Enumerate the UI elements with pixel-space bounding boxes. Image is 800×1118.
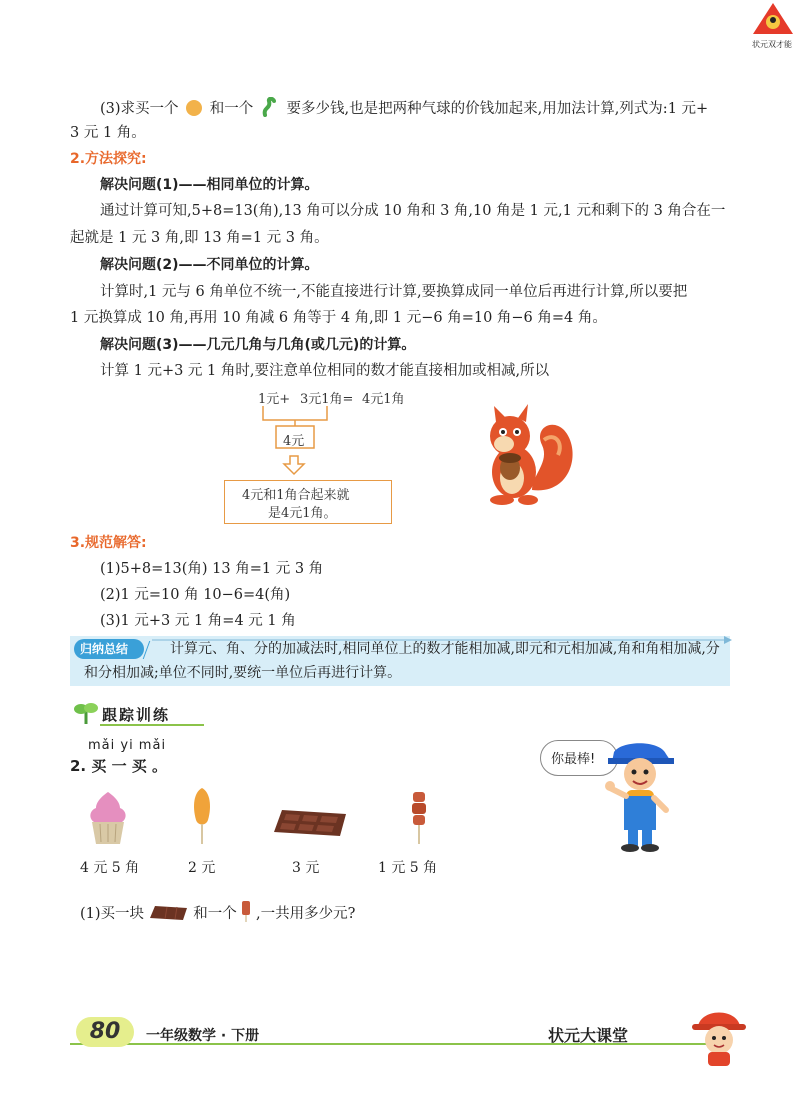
q3-text-b: 和一个 xyxy=(209,101,254,117)
practice-question-1 xyxy=(80,900,355,928)
price-candied-stick: 2 元 xyxy=(188,860,216,876)
page-number: 80 xyxy=(76,1017,134,1047)
summary-tag-label: 归纳总结 xyxy=(80,642,129,656)
question-2-text: 2. 买 一 买 。 xyxy=(70,757,168,775)
answer-3: (3)1 元+3 元 1 角=4 元 1 角 xyxy=(100,613,296,629)
logo-text: 状元双才能 xyxy=(752,40,792,49)
diagram-connector-icon xyxy=(250,400,410,490)
skewer-small-icon xyxy=(241,900,251,928)
chocolate-bar-icon xyxy=(272,806,350,840)
paragraph-2b: 1 元换算成 10 角,再用 10 角减 6 角等于 4 角,即 1 元−6 角=10 角−6 角=4 角。 xyxy=(70,310,607,326)
squirrel-icon xyxy=(472,400,582,510)
q3-text-a: (3)求买一个 xyxy=(100,101,179,117)
diagram-conclusion-1: 4元和1角合起来就 xyxy=(242,488,350,503)
diagram-expr-a: 1元+ xyxy=(258,392,291,407)
mascot-icon xyxy=(688,1004,750,1068)
price-chocolate: 3 元 xyxy=(292,860,320,876)
answer-2: (2)1 元=10 角 10−6=4(角) xyxy=(100,587,291,603)
practice-title: 跟踪训练 xyxy=(102,706,171,724)
orange-balloon-icon xyxy=(186,100,202,116)
price-meat-skewer: 1 元 5 角 xyxy=(378,860,438,876)
boy-thumbs-up-icon xyxy=(600,738,690,854)
answer-1: (1)5+8=13(角) 13 角=1 元 3 角 xyxy=(100,561,324,577)
candied-stick-icon xyxy=(190,786,214,846)
q3-text-c: 要多少钱,也是把两种气球的价钱加起来,用加法计算,列式为:1 元+ xyxy=(286,101,709,117)
question-2 xyxy=(70,756,167,776)
paragraph-3: 计算 1 元+3 元 1 角时,要注意单位相同的数才能直接相加或相减,所以 xyxy=(100,363,550,379)
answers-title: 3.规范解答: xyxy=(70,535,147,551)
chocolate-small-icon xyxy=(149,904,189,928)
meat-skewer-icon xyxy=(408,790,430,846)
speech-text: 你最棒! xyxy=(551,752,596,767)
diagram-sum: 4元 xyxy=(283,434,305,449)
paragraph-1b: 起就是 1 元 3 角,即 13 角=1 元 3 角。 xyxy=(70,230,329,246)
brand-title: 状元大课堂 xyxy=(548,1026,629,1045)
solve3-heading: 解决问题(3)——几元几角与几角(或几元)的计算。 xyxy=(100,337,416,353)
practice-q-b: 和一个 xyxy=(193,906,237,922)
solve2-heading: 解决问题(2)——不同单位的计算。 xyxy=(100,257,319,273)
diagram-expr-b: 3元1角= xyxy=(300,392,354,407)
logo-icon xyxy=(752,2,794,36)
sprout-icon xyxy=(74,700,98,726)
paragraph-2a: 计算时,1 元与 6 角单位不统一,不能直接进行计算,要换算成同一单位后再进行计算,所以要把 xyxy=(100,284,688,300)
method-title: 2.方法探究: xyxy=(70,151,147,167)
practice-q-a: (1)买一块 xyxy=(80,906,145,922)
practice-q-c: ,一共用多少元? xyxy=(255,906,356,922)
diagram-conclusion-2: 是4元1角。 xyxy=(268,506,337,521)
paragraph-1a: 通过计算可知,5+8=13(角),13 角可以分成 10 角和 3 角,10 角是 1 元,1 元和剩下的 3 角合在一 xyxy=(100,203,726,219)
practice-header xyxy=(74,700,214,730)
price-cupcake: 4 元 5 角 xyxy=(80,860,140,876)
solve1-heading: 解决问题(1)——相同单位的计算。 xyxy=(100,177,319,193)
cupcake-icon xyxy=(86,790,130,846)
q3-line xyxy=(100,97,708,123)
book-title: 一年级数学 · 下册 xyxy=(146,1028,260,1044)
brand-logo xyxy=(752,2,794,49)
q3-line-2: 3 元 1 角。 xyxy=(70,125,146,141)
summary-text: 计算元、角、分的加减法时,相同单位上的数才能相加减,即元和元相加减,角和角相加减,分和分相加减;单位不同时,要统一单位后再进行计算。 xyxy=(84,641,720,681)
pinyin-mai-yi-mai: mǎi yi mǎi xyxy=(88,738,167,753)
green-balloon-icon xyxy=(261,97,279,123)
diagram-expr-c: 4元1角 xyxy=(362,392,405,407)
